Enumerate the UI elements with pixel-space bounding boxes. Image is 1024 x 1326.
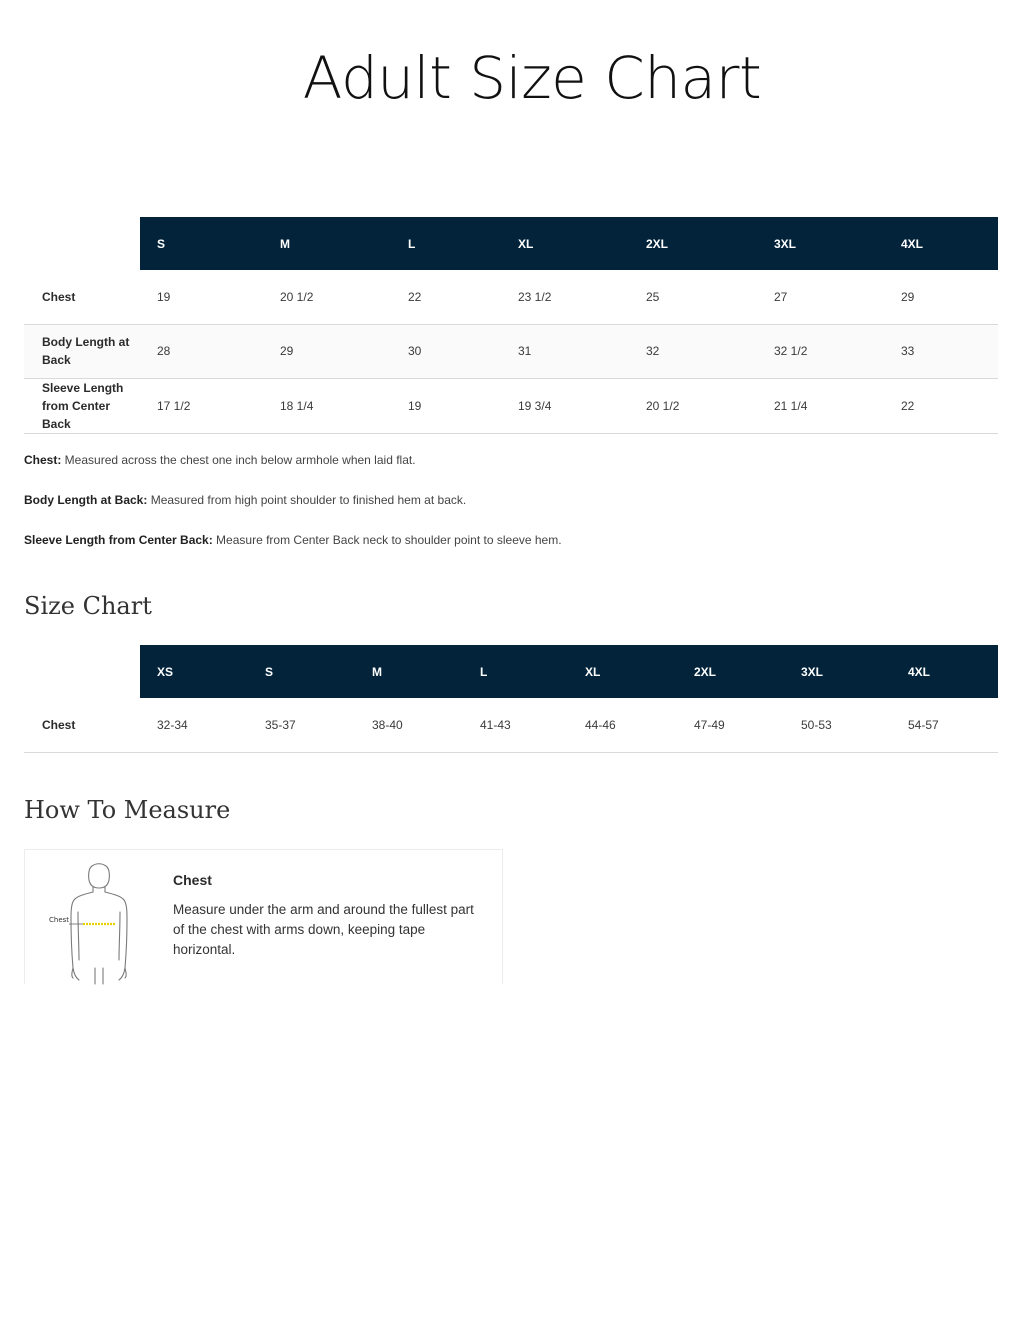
measure-text: Measure under the arm and around the fullest part of the chest with arms down, keeping tape horizontal. — [173, 902, 474, 957]
row-label: Chest — [24, 698, 140, 752]
table-cell: 50-53 — [784, 698, 891, 752]
table-cell: 20 1/2 — [629, 378, 757, 433]
table-cell: 19 — [391, 378, 501, 433]
note-text: Measured across the chest one inch below armhole when laid flat. — [61, 453, 416, 467]
table-cell: 35-37 — [248, 698, 355, 752]
size-header: M — [355, 645, 463, 698]
row-label: Body Length at Back — [24, 324, 140, 378]
table-cell: 18 1/4 — [263, 378, 391, 433]
size-header: XL — [568, 645, 677, 698]
size-header: 3XL — [757, 217, 884, 270]
note-text: Measure from Center Back neck to shoulder point to sleeve hem. — [212, 533, 562, 547]
page-title: Adult Size Chart — [302, 44, 762, 112]
table-cell: 54-57 — [891, 698, 998, 752]
size-chart-table — [24, 645, 998, 753]
row-label: Chest — [24, 270, 140, 324]
table-cell: 25 — [629, 270, 757, 324]
size-header: S — [248, 645, 355, 698]
table-row — [24, 270, 998, 324]
table-header-row — [24, 217, 998, 270]
table-cell: 33 — [884, 324, 998, 378]
table-cell: 23 1/2 — [501, 270, 629, 324]
size-header: 4XL — [884, 217, 998, 270]
table-row — [24, 378, 998, 433]
note-text: Measured from high point shoulder to finished hem at back. — [147, 493, 467, 507]
table-header-row — [24, 645, 998, 698]
size-header: S — [140, 217, 263, 270]
measure-title: Chest — [173, 872, 212, 888]
table-cell: 41-43 — [463, 698, 568, 752]
table-corner — [24, 645, 140, 698]
table-cell: 29 — [263, 324, 391, 378]
row-label: Sleeve Length from Center Back — [24, 378, 140, 433]
table-row — [24, 324, 998, 378]
table-cell: 17 1/2 — [140, 378, 263, 433]
size-header: XS — [140, 645, 248, 698]
table-cell: 44-46 — [568, 698, 677, 752]
table-cell: 38-40 — [355, 698, 463, 752]
size-chart-heading: Size Chart — [24, 592, 152, 620]
table-cell: 32-34 — [140, 698, 248, 752]
table-cell: 22 — [884, 378, 998, 433]
size-header: 4XL — [891, 645, 998, 698]
body-outline-icon — [43, 860, 153, 985]
size-header: M — [263, 217, 391, 270]
note-chest — [24, 452, 984, 492]
table-cell: 31 — [501, 324, 629, 378]
figure-label: Chest — [49, 916, 70, 924]
table-corner — [24, 217, 140, 270]
size-header: 3XL — [784, 645, 891, 698]
table-row — [24, 698, 998, 752]
table-cell: 20 1/2 — [263, 270, 391, 324]
note-body-length — [24, 492, 984, 532]
table-cell: 32 1/2 — [757, 324, 884, 378]
table-cell: 19 — [140, 270, 263, 324]
size-header: XL — [501, 217, 629, 270]
table-cell: 30 — [391, 324, 501, 378]
table-cell: 21 1/4 — [757, 378, 884, 433]
note-term: Chest: — [24, 453, 62, 467]
table-cell: 47-49 — [677, 698, 784, 752]
measurement-table — [24, 217, 998, 434]
table-cell: 28 — [140, 324, 263, 378]
size-header: L — [391, 217, 501, 270]
table-cell: 29 — [884, 270, 998, 324]
table-cell: 32 — [629, 324, 757, 378]
size-header: 2XL — [629, 217, 757, 270]
note-sleeve-length — [24, 532, 984, 572]
table-cell: 22 — [391, 270, 501, 324]
measurement-notes — [24, 452, 984, 572]
note-term: Body Length at Back: — [24, 493, 148, 507]
table-cell: 19 3/4 — [501, 378, 629, 433]
size-header: 2XL — [677, 645, 784, 698]
table-cell: 27 — [757, 270, 884, 324]
size-header: L — [463, 645, 568, 698]
how-to-measure-heading: How To Measure — [24, 796, 231, 824]
measure-card — [24, 849, 503, 984]
note-term: Sleeve Length from Center Back: — [24, 533, 213, 547]
